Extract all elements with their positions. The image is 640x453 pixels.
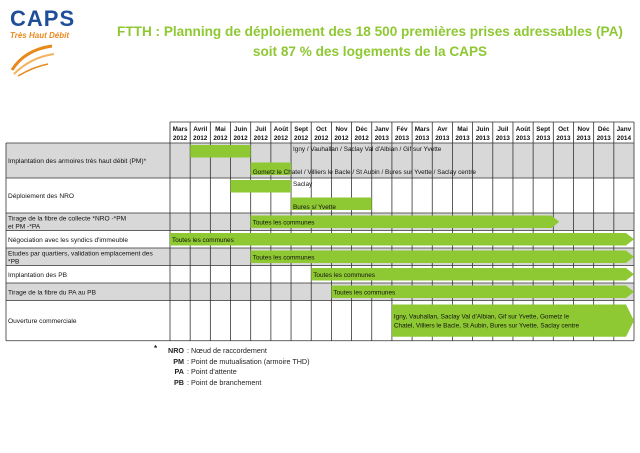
bar-label: Toutes les communes [333,289,396,297]
month-year: 2013 [415,135,430,142]
title-line-1: FTTH : Planning de déploiement des 18 500 premières prises adressables (PA) [117,24,623,39]
legend-item-pa [160,367,310,378]
month-year: 2013 [495,135,510,142]
task-label: Négociation avec les syndics d'immeuble [8,236,129,244]
month-year: 2013 [515,135,531,142]
task-label: Implantation des armoires très haut débit (PM)* [8,158,147,165]
legend-item-nro [160,346,310,357]
month-year: 2012 [253,135,268,142]
month-label: Déc [597,126,610,133]
month-year: 2013 [475,135,490,142]
legend-desc: : Nœud de raccordement [187,346,267,355]
gantt-bar [231,180,292,193]
month-label: Août [515,126,531,133]
legend-desc: : Point de mutualisation (armoire THD) [187,356,310,366]
month-year: 2012 [354,135,369,142]
month-year: 2013 [536,135,551,142]
bar-label: Toutes les communes [313,271,376,279]
gantt-bar [392,305,634,337]
month-label: Janv [374,126,390,133]
month-label: Mai [215,126,226,133]
month-label: Janv [616,126,632,133]
month-year: 2012 [273,135,289,142]
bar-label: Toutes les communes [252,219,315,227]
month-label: Juil [497,126,509,133]
bar-label: Bures s/ Yvette [293,204,336,211]
month-year: 2013 [596,135,611,142]
legend-item-pm [160,357,310,368]
task-label: Ouverture commerciale [8,318,77,326]
month-label: Juin [234,126,248,133]
month-label: Juin [476,126,490,133]
month-year: 2014 [616,135,632,142]
month-label: Mai [457,126,468,133]
month-label: Oct [315,126,327,133]
month-label: Nov [335,126,348,133]
month-year: 2012 [233,135,248,142]
month-label: Mars [172,126,188,133]
legend-item-pb [160,378,310,389]
logo-title: CAPS [10,6,76,31]
month-year: 2012 [314,135,329,142]
task-label: *PB [8,258,20,266]
gantt-bar [170,233,634,246]
month-year: 2013 [394,135,410,142]
legend-code: PM [173,356,184,366]
task-label: Tirage de la fibre de collecte *NRO -*PM [8,215,127,223]
bar-label: Igny, Vauhallan, Saclay Val d'Albian, Gif sur Yvette, Gometz le [393,313,570,321]
bar-label: Toutes les communes [252,254,315,262]
month-year: 2013 [374,135,389,142]
task-label: Déploiement des NRO [8,193,74,200]
month-label: Oct [558,126,569,133]
logo-subtitle: Très Haut Débit [10,31,69,40]
month-year: 2013 [556,135,571,142]
title-line-2: soit 87 % des logements de la CAPS [252,44,488,59]
gantt-bar [190,145,251,158]
legend-desc: : Point d'attente [187,367,237,376]
task-label: Tirage de la fibre du PA au PB [8,289,96,297]
legend-desc: : Point de branchement [187,377,262,387]
month-label: Août [273,126,289,133]
month-label: Déc [355,126,368,133]
task-label: Etudes par quartiers, validation emplacement des [8,250,153,258]
task-label: Implantation des PB [8,271,68,279]
legend-code: NRO [168,346,184,355]
month-label: Juil [255,126,267,133]
month-year: 2012 [294,135,309,142]
month-year: 2012 [334,135,349,142]
bar-label: Igny / Vauhallan / Saclay Val d'Albian / Gif sur Yvette [293,146,442,153]
month-year: 2013 [435,135,450,142]
month-label: Sept [294,126,309,133]
month-year: 2012 [193,135,208,142]
legend-code: PA [174,367,184,376]
legend-code: PB [174,377,184,387]
month-label: Sept [536,126,551,133]
month-year: 2012 [213,135,228,142]
month-year: 2013 [455,135,470,142]
month-label: Avril [193,126,208,133]
month-label: Mars [414,126,430,133]
month-label: Avr [437,126,448,133]
month-label: Nov [577,126,590,133]
legend [154,344,310,388]
month-year: 2012 [172,135,188,142]
bar-label: Gometz le Chatel / Villiers le Bacle / St Aubin / Bures sur Yvette / Saclay centre [252,169,476,176]
bar-label: Toutes les communes [172,236,234,244]
month-label: Fév [396,126,408,133]
task-label: et PM -*PA [8,223,41,231]
bar-label: Chatel, Villiers le Bacle, St Aubin, Bures sur Yvette, Saclay centre [393,322,580,330]
bar-label: Saclay [293,181,313,188]
legend-star: * [154,344,158,353]
month-year: 2013 [576,135,591,142]
